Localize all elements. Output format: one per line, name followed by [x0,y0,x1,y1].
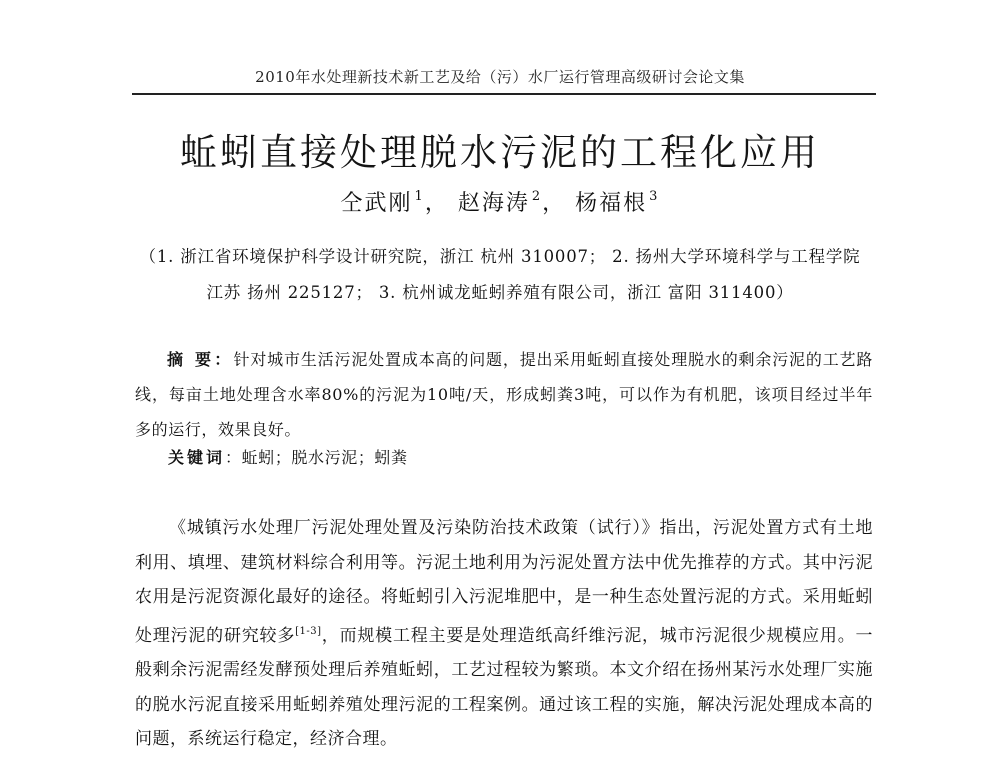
abstract-label-colon: ： [214,350,234,369]
author-name: 杨福根 [575,191,648,216]
running-header: 2010年水处理新技术新工艺及给（污）水厂运行管理高级研讨会论文集 [255,68,745,86]
header-rule [132,93,876,95]
abstract [135,342,873,447]
author-separator: ， [542,191,567,216]
paper-title: 蚯蚓直接处理脱水污泥的工程化应用 [180,131,820,174]
author-list [200,186,800,217]
keywords [168,445,408,468]
author-separator: ， [424,191,449,216]
author-affiliation-mark: 3 [649,189,660,204]
keywords-text: 蚯蚓；脱水污泥；蚓粪 [241,448,408,467]
body-paragraph [135,511,873,757]
abstract-text: 针对城市生活污泥处置成本高的问题，提出采用蚯蚓直接处理脱水的剩余污泥的工艺路线，每亩土地处理含水率80%的污泥为10吨/天，形成蚓粪3吨，可以作为有机肥，该项目经过半年多的运行，效果良好。 [135,350,873,439]
body-text-part: ，而规模工程主要是处理造纸高纤维污泥，城市污泥很少规模应用。一般剩余污泥需经发酵预处理后养殖蚯蚓，工艺过程较为繁琐。本文介绍在扬州某污水处理厂实施的脱水污泥直接采用蚯蚓养殖处理污泥的工程案例。通过该工程的实施，解决污泥处理成本高的问题，系统运行稳定，经济合理。 [135,625,873,749]
affiliation-line: （1. 浙江省环境保护科学设计研究院，浙江 杭州 310007； 2. 扬州大学环境科学与工程学院 [139,247,861,266]
keywords-label: 关键词 [168,448,226,467]
author-name: 赵海涛 [457,191,530,216]
affiliation-line: 江苏 扬州 225127； 3. 杭州诚龙蚯蚓养殖有限公司，浙江 富阳 311400） [206,283,794,302]
author-affiliation-mark: 2 [531,189,543,204]
keywords-label-colon: ： [225,448,242,467]
citation: [1-3] [295,625,322,637]
author-name: 仝武刚 [340,191,413,216]
author-affiliation-mark: 1 [414,189,425,204]
abstract-label: 摘 要 [167,350,215,369]
body-text-part: 《城镇污水处理厂污泥处理处置及污染防治技术政策（试行）》指出，污泥处置方式有土地利用、填埋、建筑材料综合利用等。污泥土地利用为污泥处置方法中优先推荐的方式。其中污泥农用是污泥资源化最好的途径。将蚯蚓引入污泥堆肥中，是一种生态处置污泥的方式。采用蚯蚓处理污泥的研究较多 [135,518,873,646]
